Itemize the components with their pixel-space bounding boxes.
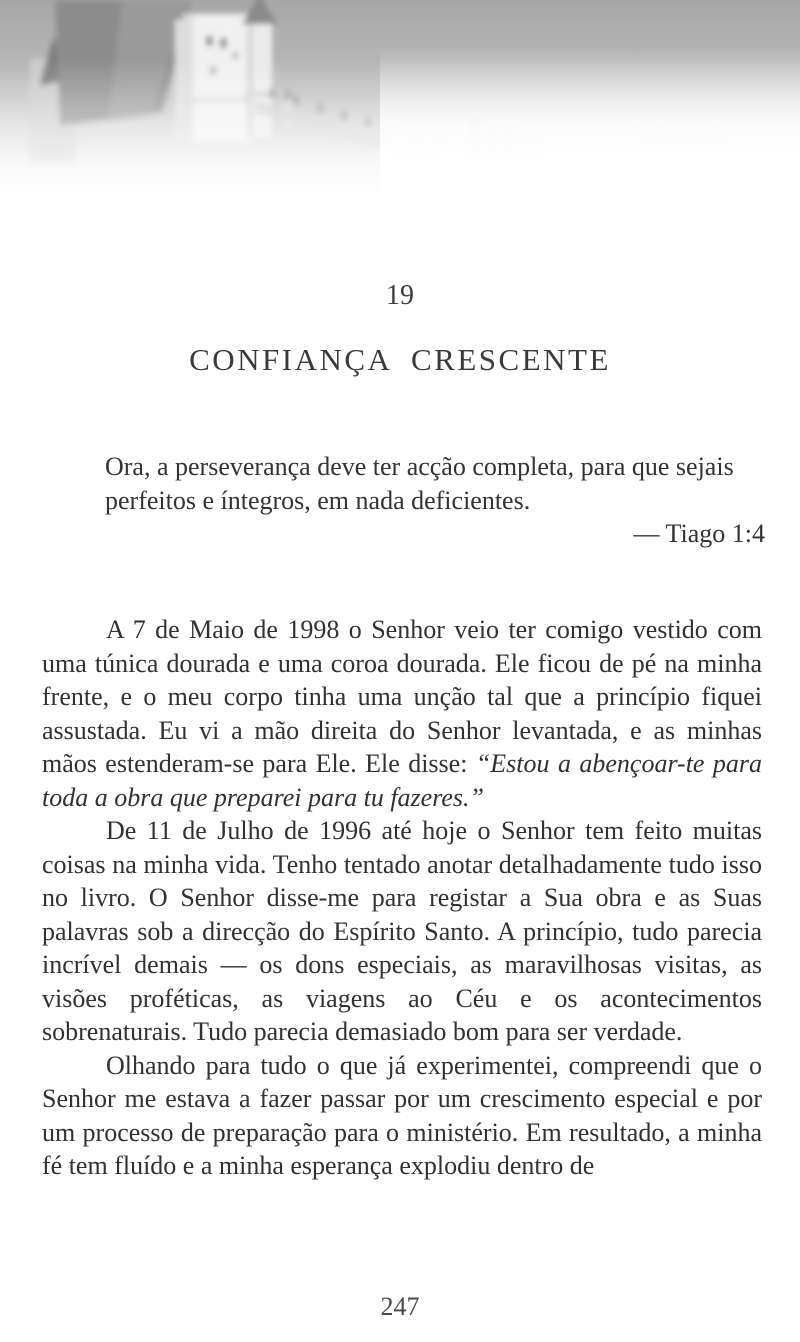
paragraph-2	[42, 814, 762, 1049]
chapter-title: CONFIANÇA CRESCENTE	[189, 342, 611, 377]
faded-castle-photograph-icon	[0, 0, 800, 240]
paragraph-3	[42, 1049, 762, 1183]
paragraph-1	[42, 613, 762, 814]
chapter-number: 19	[386, 280, 414, 311]
castle-photo	[0, 0, 800, 240]
paragraph-2-text: De 11 de Julho de 1996 até hoje o Senhor tem feito muitas coisas na minha vida. Tenho tentado anotar detalhadamente tudo isso no livro. O Senhor disse-me para registar a Sua obra e as Suas palavras sob a direcção do Espírito Santo. A princípio, tudo parecia incrível demais — os dons especiais, as maravilhosas visitas, as visões proféticas, as viagens ao Céu e os acontecimentos sobrenaturais. Tudo parecia demasiado bom para ser verdade.	[42, 816, 762, 1046]
paragraph-3-text: Olhando para tudo o que já experimentei, compreendi que o Senhor me estava a fazer passar por um crescimento especial e por um processo de preparação para o ministério. Em resultado, a minha fé tem fluído e a minha esperança explodiu dentro de	[42, 1050, 762, 1180]
epigraph-attribution: — Tiago 1:4	[633, 519, 765, 548]
body-text	[42, 613, 762, 1183]
paragraph-1-quote: “Estou a abençoar-te para toda a obra que preparei para tu fazeres.”	[42, 749, 762, 812]
paragraph-1-text: A 7 de Maio de 1998 o Senhor veio ter comigo vestido com uma túnica dourada e uma coroa dourada. Ele ficou de pé na minha frente, e o meu corpo tinha uma unção tal que a princípio fiquei assustada. Eu vi a mão direita do Senhor levantada, e as minhas mãos estenderam-se para Ele. Ele disse:	[42, 615, 762, 778]
page-number: 247	[380, 1292, 420, 1321]
epigraph	[105, 450, 765, 551]
epigraph-text: Ora, a perseverança deve ter acção completa, para que sejais perfeitos e íntegros, em nada deficientes.	[105, 452, 734, 515]
